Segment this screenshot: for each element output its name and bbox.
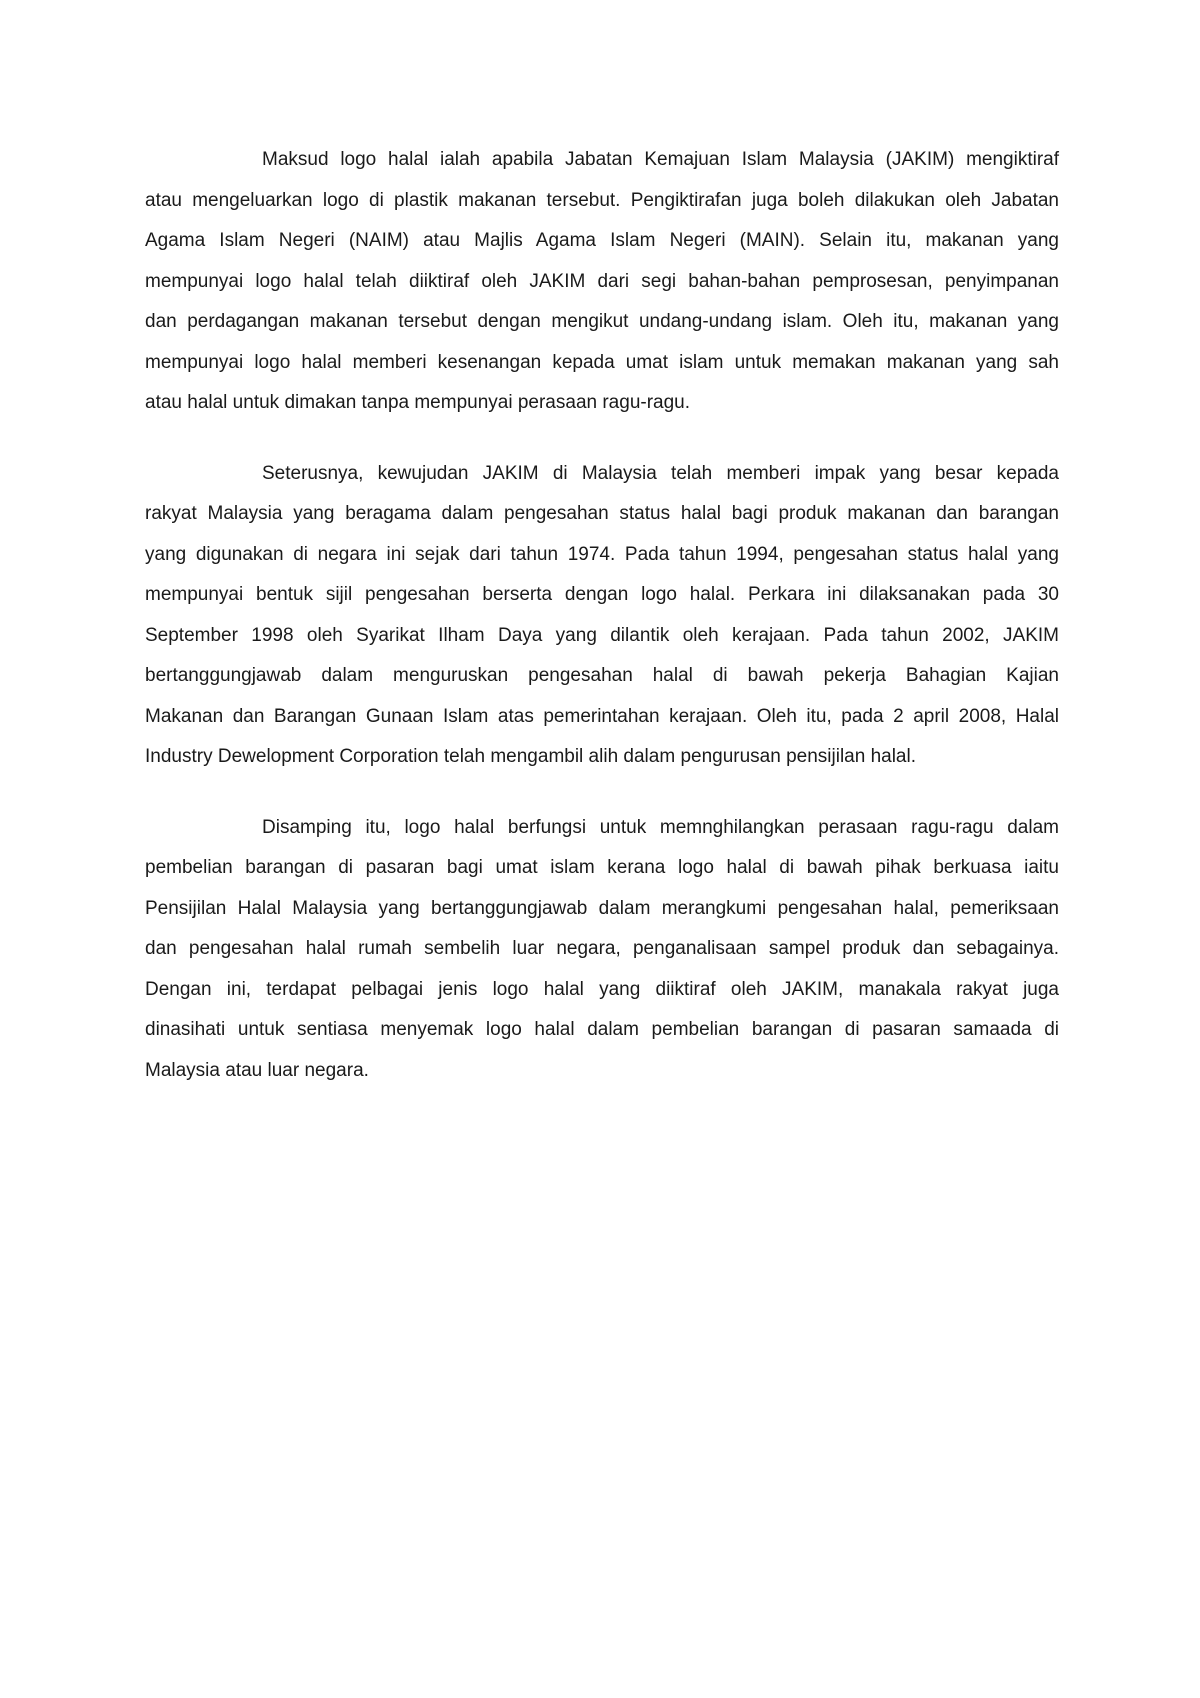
text-line: atau halal untuk dimakan tanpa mempunyai perasaan ragu-ragu. <box>145 392 691 413</box>
text-line: dan pengesahan halal rumah sembelih luar negara, penganalisaan sampel produk dan sebagainya. <box>145 938 1059 959</box>
paragraph-3 <box>145 808 1059 1092</box>
document-body <box>145 140 1059 1091</box>
text-line: pembelian barangan di pasaran bagi umat islam kerana logo halal di bawah pihak berkuasa iaitu <box>145 857 1059 878</box>
paragraph-1 <box>145 140 1059 424</box>
text-line: Disamping itu, logo halal berfungsi untuk memnghilangkan perasaan ragu-ragu dalam <box>262 816 1059 838</box>
text-line: Maksud logo halal ialah apabila Jabatan Kemajuan Islam Malaysia (JAKIM) mengiktiraf <box>262 149 1059 170</box>
text-line: mempunyai bentuk sijil pengesahan berserta dengan logo halal. Perkara ini dilaksanakan pada 30 <box>145 584 1059 605</box>
text-line: Seterusnya, kewujudan JAKIM di Malaysia telah memberi impak yang besar kepada <box>262 462 1059 484</box>
text-line: rakyat Malaysia yang beragama dalam pengesahan status halal bagi produk makanan dan barangan <box>145 503 1059 524</box>
text-line: dinasihati untuk sentiasa menyemak logo halal dalam pembelian barangan di pasaran samaada di <box>145 1019 1059 1040</box>
text-line: dan perdagangan makanan tersebut dengan mengikut undang-undang islam. Oleh itu, makanan yang <box>145 311 1059 332</box>
text-line: mempunyai logo halal telah diiktiraf oleh JAKIM dari segi bahan-bahan pemprosesan, penyimpanan <box>145 270 1059 292</box>
text-line: yang digunakan di negara ini sejak dari tahun 1974. Pada tahun 1994, pengesahan status halal yang <box>145 543 1059 565</box>
text-line: mempunyai logo halal memberi kesenangan kepada umat islam untuk memakan makanan yang sah <box>145 351 1059 373</box>
paragraph-2 <box>145 454 1059 778</box>
text-line: Pensijilan Halal Malaysia yang bertanggungjawab dalam merangkumi pengesahan halal, pemeriksaan <box>145 897 1059 919</box>
text-line: Dengan ini, terdapat pelbagai jenis logo halal yang diiktiraf oleh JAKIM, manakala rakyat juga <box>145 978 1059 1000</box>
text-line: Agama Islam Negeri (NAIM) atau Majlis Agama Islam Negeri (MAIN). Selain itu, makanan yang <box>145 230 1059 251</box>
text-line: atau mengeluarkan logo di plastik makanan tersebut. Pengiktirafan juga boleh dilakukan oleh Jabatan <box>145 189 1059 211</box>
text-line: September 1998 oleh Syarikat Ilham Daya yang dilantik oleh kerajaan. Pada tahun 2002, JAKIM <box>145 624 1059 646</box>
text-line: bertanggungjawab dalam menguruskan pengesahan halal di bawah pekerja Bahagian Kajian <box>145 665 1059 686</box>
text-line: Industry Dewelopment Corporation telah mengambil alih dalam pengurusan pensijilan halal. <box>145 746 917 767</box>
text-line: Makanan dan Barangan Gunaan Islam atas pemerintahan kerajaan. Oleh itu, pada 2 april 2008, Halal <box>145 705 1059 727</box>
text-line: Malaysia atau luar negara. <box>145 1059 369 1081</box>
